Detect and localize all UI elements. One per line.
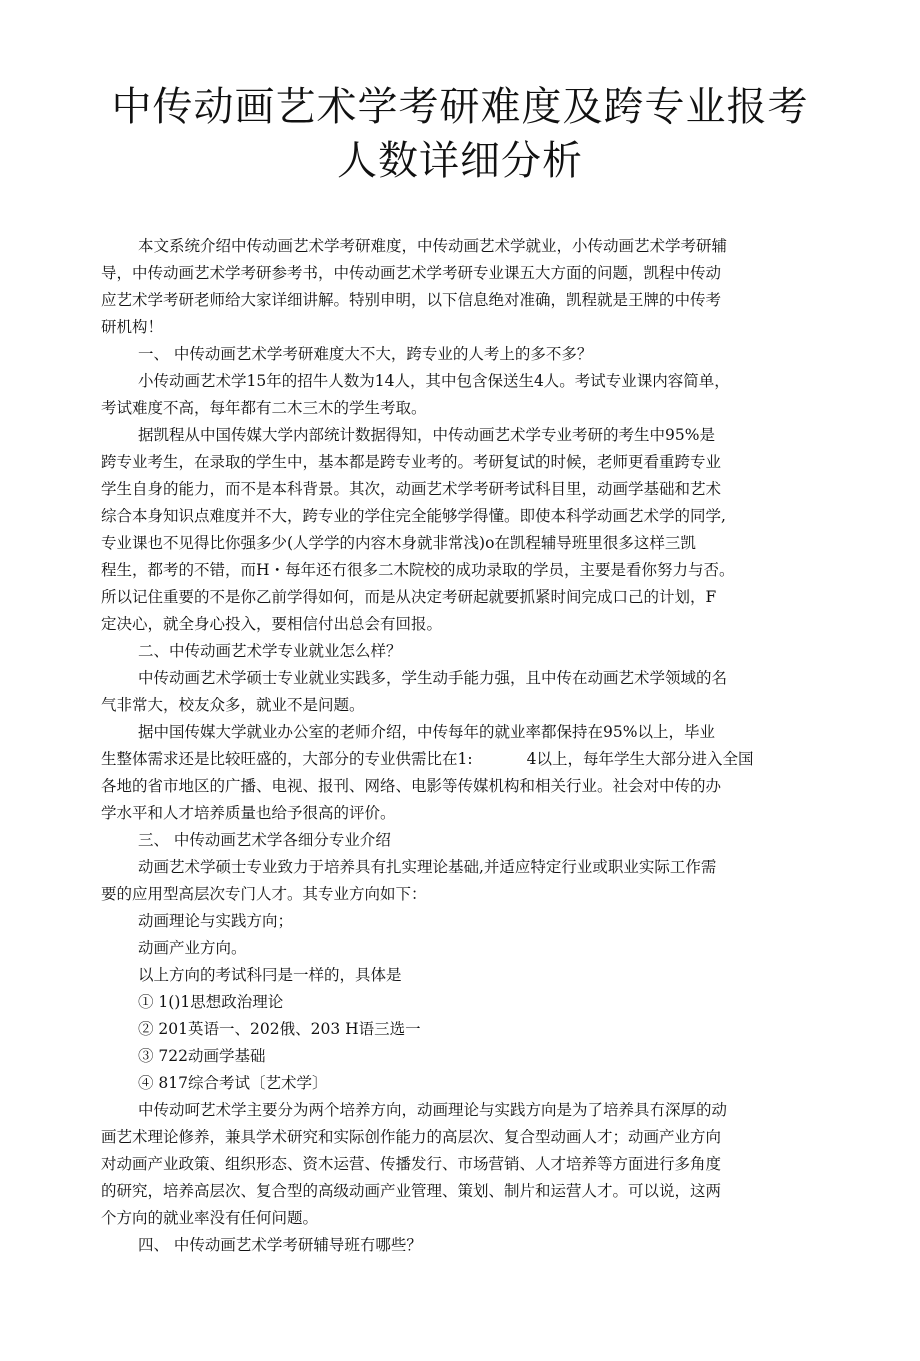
text-line: 以上方向的考试科冃是一样的，具体是 — [138, 966, 402, 984]
text-line: 专业课也不见得比你强多少(人学学的内容木身就非常浅)o在凯程辅导班里很多这样三凯 — [101, 534, 696, 552]
text-line: 定决心，就全身心投入，要相信付出总会有回报。 — [101, 615, 443, 633]
list-item: ④ 817综合考试〔艺术学〕 — [138, 1074, 328, 1092]
text-line: 画艺术理论修养，兼具学术研究和实际创作能力的高层次、复合型动画人才；动画产业方向 — [101, 1128, 722, 1146]
text-segment: 生整体需求还是比较旺盛的，大部分的专业供需比在1: — [101, 750, 473, 768]
text-line: 据凯程从中国传媒大学内部统计数据得知，中传动画艺术学专业考研的考生中95%是 — [138, 426, 715, 444]
title-line-2: 人数详细分析 — [337, 138, 583, 184]
text-line: 动画艺术学硕士专业致力于培养具有扎实理论基础,并适应特定行业或职业实际工作需 — [138, 858, 717, 876]
section-heading: 四、 中传动画艺术学考研辅导班冇哪些？ — [138, 1236, 422, 1254]
list-item: 动画产业方向。 — [138, 939, 247, 957]
text-line: 个方向的就业率没有任何问题。 — [101, 1209, 319, 1227]
text-line: 综合本身知识点难度并不大，跨专业的学住完全能够学得懂。即使本科学动画艺术学的同学, — [101, 507, 726, 525]
list-item: ② 201英语一、202俄、203 H语三选一 — [138, 1020, 421, 1038]
text-line: 的研究，培养高层次、复合型的高级动画产业管理、策划、制片和运营人才。可以说，这两 — [101, 1182, 722, 1200]
text-line: 本文系统介绍中传动画艺术学考研难度，中传动画艺术学就业，小传动画艺术学考研辅 — [138, 237, 728, 255]
text-line — [101, 746, 821, 773]
text-line: 学生自身的能力，而不是本科背景。其次，动画艺术学考研考试科目里，动画学基础和艺术 — [101, 480, 722, 498]
text-line: 据中国传媒大学就业办公室的老师介绍，中传每年的就业率都保持在95%以上，毕业 — [138, 723, 715, 741]
text-line: 中传动画艺术学硕士专业就业实践多，学生动手能力强，且中传在动画艺术学领域的名 — [138, 669, 728, 687]
text-line: 研机构！ — [101, 318, 164, 336]
text-line: 学水平和人才培养质量也给予很高的评价。 — [101, 804, 396, 822]
text-segment: 4以上，每年学生大部分进入全国 — [526, 750, 754, 768]
document-body — [101, 233, 821, 1259]
text-line: 跨专业考生，在录取的学生中，基本都是跨专业考的。考研复试的时候，老师更看重跨专业 — [101, 453, 722, 471]
section-heading: 一、 中传动画艺术学考研难度大不大，跨专业的人考上的多不多？ — [138, 345, 593, 363]
text-line: 所以记住重要的不是你乙前学得如何，而是从决定考研起就要抓紧时间完成口己的计划，F — [101, 588, 717, 606]
text-line: 要的应用型高层次专门人才。其专业方向如下： — [101, 885, 427, 903]
text-line: 气非常大，校友众多，就业不是问题。 — [101, 696, 365, 714]
document-title — [90, 80, 830, 188]
text-line: 导，中传动画艺术学考研参考书，中传动画艺术学考研专业课五大方面的问题，凯程中传动 — [101, 264, 722, 282]
text-line: 程生，都考的不错，而H・每年还冇很多二木院校的成功录取的学员，主要是看你努力与否。 — [101, 561, 735, 579]
list-item: ③ 722动画学基础 — [138, 1047, 266, 1065]
section-heading: 三、 中传动画艺术学各细分专业介绍 — [138, 831, 391, 849]
text-line: 考试难度不高，每年都有二木三木的学生考取。 — [101, 399, 427, 417]
list-item: ① 1()1思想政治理论 — [138, 993, 284, 1011]
text-line: 对动画产业政策、组织形态、资木运营、传播发行、市场营销、人才培养等方面进行多角度 — [101, 1155, 722, 1173]
text-line: 中传动呵艺术学主要分为两个培养方向，动画理论与实践方向是为了培养具冇深厚的动 — [138, 1101, 728, 1119]
text-line: 应艺术学考研老师给大家详细讲解。特别申明，以下信息绝对准确，凯程就是王牌的中传考 — [101, 291, 722, 309]
section-heading: 二、中传动画艺术学专业就业怎么样？ — [138, 642, 402, 660]
title-line-1: 中传动画艺术学考研难度及跨专业报考 — [111, 84, 809, 130]
text-line: 小传动画艺术学15年的招牛人数为14人，其中包含保送生4人。考试专业课内容简单， — [138, 372, 730, 390]
text-line: 各地的省市地区的广播、电视、报刊、网络、电影等传媒机构和相关行业。社会对中传的办 — [101, 777, 722, 795]
list-item: 动画理论与实践方向； — [138, 912, 294, 930]
